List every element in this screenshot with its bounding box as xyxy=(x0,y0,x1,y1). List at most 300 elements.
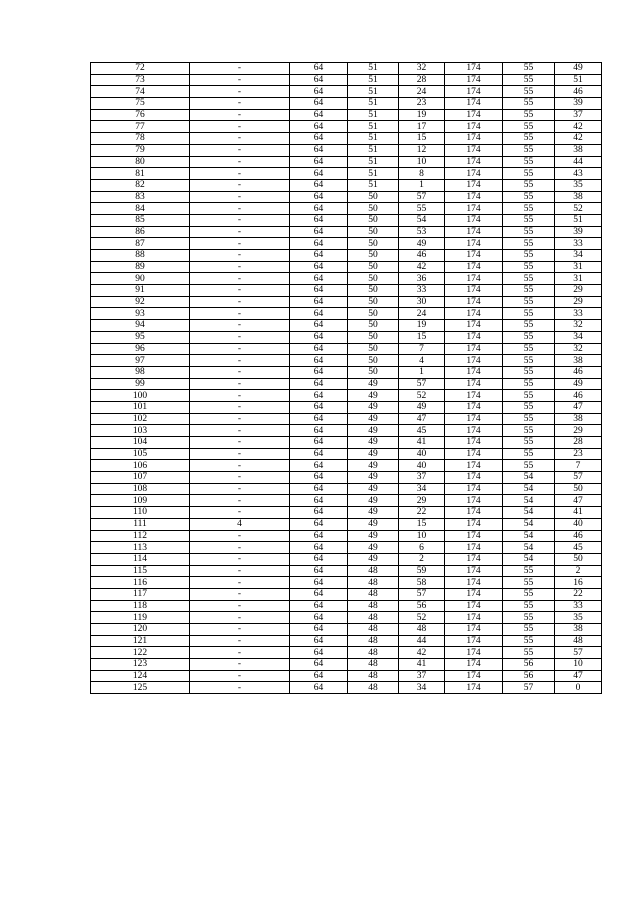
col7-cell: 55 xyxy=(503,109,555,121)
col6-cell: 174 xyxy=(445,612,503,624)
col8-cell: 31 xyxy=(555,261,602,273)
flag-cell: - xyxy=(190,553,290,565)
col4-cell: 48 xyxy=(348,577,399,589)
flag-cell: - xyxy=(190,273,290,285)
index-cell: 103 xyxy=(91,425,190,437)
index-cell: 77 xyxy=(91,121,190,133)
col5-cell: 15 xyxy=(399,331,445,343)
index-cell: 97 xyxy=(91,355,190,367)
col6-cell: 174 xyxy=(445,542,503,554)
table-row xyxy=(91,343,602,355)
table-row xyxy=(91,483,602,495)
index-cell: 106 xyxy=(91,460,190,472)
col6-cell: 174 xyxy=(445,425,503,437)
col3-cell: 64 xyxy=(290,624,348,636)
col7-cell: 55 xyxy=(503,214,555,226)
table-row xyxy=(91,553,602,565)
col3-cell: 64 xyxy=(290,331,348,343)
index-cell: 82 xyxy=(91,179,190,191)
col4-cell: 49 xyxy=(348,542,399,554)
col6-cell: 174 xyxy=(445,507,503,519)
col7-cell: 54 xyxy=(503,530,555,542)
col4-cell: 50 xyxy=(348,261,399,273)
col4-cell: 48 xyxy=(348,682,399,694)
table-row xyxy=(91,261,602,273)
table-row xyxy=(91,390,602,402)
table-row xyxy=(91,355,602,367)
table-row xyxy=(91,495,602,507)
table-row xyxy=(91,226,602,238)
col6-cell: 174 xyxy=(445,448,503,460)
col6-cell: 174 xyxy=(445,63,503,75)
index-cell: 123 xyxy=(91,659,190,671)
table-row xyxy=(91,86,602,98)
table-row xyxy=(91,109,602,121)
col8-cell: 33 xyxy=(555,238,602,250)
col5-cell: 56 xyxy=(399,600,445,612)
col7-cell: 55 xyxy=(503,600,555,612)
flag-cell: 4 xyxy=(190,518,290,530)
col8-cell: 46 xyxy=(555,366,602,378)
col3-cell: 64 xyxy=(290,355,348,367)
col4-cell: 50 xyxy=(348,308,399,320)
col7-cell: 55 xyxy=(503,390,555,402)
flag-cell: - xyxy=(190,495,290,507)
col6-cell: 174 xyxy=(445,296,503,308)
col8-cell: 46 xyxy=(555,86,602,98)
col6-cell: 174 xyxy=(445,308,503,320)
col8-cell: 40 xyxy=(555,518,602,530)
col4-cell: 51 xyxy=(348,179,399,191)
col5-cell: 52 xyxy=(399,390,445,402)
col3-cell: 64 xyxy=(290,378,348,390)
col8-cell: 57 xyxy=(555,472,602,484)
col7-cell: 55 xyxy=(503,261,555,273)
col4-cell: 50 xyxy=(348,203,399,215)
flag-cell: - xyxy=(190,565,290,577)
col7-cell: 55 xyxy=(503,448,555,460)
col5-cell: 57 xyxy=(399,191,445,203)
flag-cell: - xyxy=(190,577,290,589)
col4-cell: 48 xyxy=(348,670,399,682)
table-row xyxy=(91,635,602,647)
col8-cell: 22 xyxy=(555,588,602,600)
col6-cell: 174 xyxy=(445,530,503,542)
col5-cell: 49 xyxy=(399,401,445,413)
col4-cell: 50 xyxy=(348,355,399,367)
col3-cell: 64 xyxy=(290,413,348,425)
col8-cell: 42 xyxy=(555,133,602,145)
col6-cell: 174 xyxy=(445,659,503,671)
col5-cell: 28 xyxy=(399,74,445,86)
col5-cell: 57 xyxy=(399,378,445,390)
col4-cell: 50 xyxy=(348,320,399,332)
flag-cell: - xyxy=(190,483,290,495)
col5-cell: 42 xyxy=(399,261,445,273)
col6-cell: 174 xyxy=(445,460,503,472)
table-row xyxy=(91,121,602,133)
col3-cell: 64 xyxy=(290,670,348,682)
col3-cell: 64 xyxy=(290,542,348,554)
table-row xyxy=(91,472,602,484)
col8-cell: 46 xyxy=(555,390,602,402)
col3-cell: 64 xyxy=(290,133,348,145)
table-row xyxy=(91,238,602,250)
col7-cell: 55 xyxy=(503,366,555,378)
col4-cell: 50 xyxy=(348,250,399,262)
flag-cell: - xyxy=(190,121,290,133)
col4-cell: 50 xyxy=(348,226,399,238)
col7-cell: 55 xyxy=(503,250,555,262)
flag-cell: - xyxy=(190,530,290,542)
flag-cell: - xyxy=(190,250,290,262)
col5-cell: 45 xyxy=(399,425,445,437)
col4-cell: 49 xyxy=(348,413,399,425)
col7-cell: 55 xyxy=(503,226,555,238)
col4-cell: 49 xyxy=(348,437,399,449)
col3-cell: 64 xyxy=(290,261,348,273)
col6-cell: 174 xyxy=(445,74,503,86)
col6-cell: 174 xyxy=(445,682,503,694)
col8-cell: 38 xyxy=(555,191,602,203)
index-cell: 90 xyxy=(91,273,190,285)
col7-cell: 55 xyxy=(503,144,555,156)
col7-cell: 55 xyxy=(503,343,555,355)
col5-cell: 10 xyxy=(399,530,445,542)
flag-cell: - xyxy=(190,285,290,297)
col6-cell: 174 xyxy=(445,250,503,262)
col4-cell: 48 xyxy=(348,565,399,577)
col4-cell: 51 xyxy=(348,74,399,86)
col6-cell: 174 xyxy=(445,133,503,145)
col8-cell: 35 xyxy=(555,179,602,191)
col5-cell: 47 xyxy=(399,413,445,425)
table-row xyxy=(91,156,602,168)
col6-cell: 174 xyxy=(445,565,503,577)
index-cell: 84 xyxy=(91,203,190,215)
table-row xyxy=(91,437,602,449)
col8-cell: 29 xyxy=(555,285,602,297)
col3-cell: 64 xyxy=(290,425,348,437)
col7-cell: 55 xyxy=(503,413,555,425)
col7-cell: 56 xyxy=(503,670,555,682)
flag-cell: - xyxy=(190,343,290,355)
col7-cell: 55 xyxy=(503,273,555,285)
col5-cell: 15 xyxy=(399,518,445,530)
col3-cell: 64 xyxy=(290,121,348,133)
col5-cell: 33 xyxy=(399,285,445,297)
index-cell: 86 xyxy=(91,226,190,238)
index-cell: 98 xyxy=(91,366,190,378)
col5-cell: 42 xyxy=(399,647,445,659)
col8-cell: 47 xyxy=(555,670,602,682)
flag-cell: - xyxy=(190,109,290,121)
col3-cell: 64 xyxy=(290,273,348,285)
table-row xyxy=(91,565,602,577)
col6-cell: 174 xyxy=(445,98,503,110)
col5-cell: 52 xyxy=(399,612,445,624)
col8-cell: 37 xyxy=(555,109,602,121)
flag-cell: - xyxy=(190,320,290,332)
col7-cell: 55 xyxy=(503,191,555,203)
index-cell: 85 xyxy=(91,214,190,226)
col6-cell: 174 xyxy=(445,437,503,449)
index-cell: 87 xyxy=(91,238,190,250)
col7-cell: 55 xyxy=(503,647,555,659)
index-cell: 118 xyxy=(91,600,190,612)
col5-cell: 57 xyxy=(399,588,445,600)
flag-cell: - xyxy=(190,133,290,145)
table-row xyxy=(91,460,602,472)
col4-cell: 51 xyxy=(348,98,399,110)
col7-cell: 55 xyxy=(503,460,555,472)
col8-cell: 48 xyxy=(555,635,602,647)
col4-cell: 50 xyxy=(348,273,399,285)
data-table xyxy=(90,62,602,694)
col4-cell: 51 xyxy=(348,144,399,156)
index-cell: 94 xyxy=(91,320,190,332)
col8-cell: 33 xyxy=(555,308,602,320)
col3-cell: 64 xyxy=(290,109,348,121)
col7-cell: 55 xyxy=(503,168,555,180)
col5-cell: 32 xyxy=(399,63,445,75)
col5-cell: 8 xyxy=(399,168,445,180)
table-row xyxy=(91,168,602,180)
index-cell: 117 xyxy=(91,588,190,600)
col3-cell: 64 xyxy=(290,98,348,110)
col8-cell: 34 xyxy=(555,331,602,343)
table-row xyxy=(91,308,602,320)
col3-cell: 64 xyxy=(290,588,348,600)
col7-cell: 55 xyxy=(503,308,555,320)
flag-cell: - xyxy=(190,401,290,413)
col7-cell: 55 xyxy=(503,588,555,600)
col6-cell: 174 xyxy=(445,179,503,191)
index-cell: 99 xyxy=(91,378,190,390)
flag-cell: - xyxy=(190,63,290,75)
index-cell: 119 xyxy=(91,612,190,624)
index-cell: 122 xyxy=(91,647,190,659)
index-cell: 116 xyxy=(91,577,190,589)
col8-cell: 39 xyxy=(555,98,602,110)
flag-cell: - xyxy=(190,670,290,682)
col5-cell: 58 xyxy=(399,577,445,589)
col6-cell: 174 xyxy=(445,600,503,612)
col8-cell: 41 xyxy=(555,507,602,519)
col3-cell: 64 xyxy=(290,553,348,565)
col4-cell: 49 xyxy=(348,483,399,495)
col3-cell: 64 xyxy=(290,168,348,180)
col3-cell: 64 xyxy=(290,577,348,589)
col5-cell: 37 xyxy=(399,670,445,682)
col3-cell: 64 xyxy=(290,285,348,297)
flag-cell: - xyxy=(190,507,290,519)
table-row xyxy=(91,612,602,624)
table-row xyxy=(91,191,602,203)
col3-cell: 64 xyxy=(290,448,348,460)
index-cell: 78 xyxy=(91,133,190,145)
col7-cell: 55 xyxy=(503,203,555,215)
col5-cell: 22 xyxy=(399,507,445,519)
col5-cell: 23 xyxy=(399,98,445,110)
index-cell: 120 xyxy=(91,624,190,636)
col8-cell: 23 xyxy=(555,448,602,460)
index-cell: 101 xyxy=(91,401,190,413)
col7-cell: 55 xyxy=(503,401,555,413)
col3-cell: 64 xyxy=(290,156,348,168)
col3-cell: 64 xyxy=(290,600,348,612)
table-row xyxy=(91,682,602,694)
col6-cell: 174 xyxy=(445,472,503,484)
col8-cell: 47 xyxy=(555,401,602,413)
index-cell: 81 xyxy=(91,168,190,180)
col4-cell: 48 xyxy=(348,612,399,624)
col7-cell: 55 xyxy=(503,238,555,250)
table-row xyxy=(91,670,602,682)
index-cell: 112 xyxy=(91,530,190,542)
col7-cell: 54 xyxy=(503,483,555,495)
flag-cell: - xyxy=(190,214,290,226)
col3-cell: 64 xyxy=(290,320,348,332)
col7-cell: 54 xyxy=(503,518,555,530)
table-row xyxy=(91,250,602,262)
col4-cell: 49 xyxy=(348,390,399,402)
col5-cell: 19 xyxy=(399,109,445,121)
index-cell: 72 xyxy=(91,63,190,75)
col7-cell: 55 xyxy=(503,577,555,589)
col4-cell: 51 xyxy=(348,133,399,145)
flag-cell: - xyxy=(190,308,290,320)
col7-cell: 55 xyxy=(503,179,555,191)
col5-cell: 48 xyxy=(399,624,445,636)
col8-cell: 29 xyxy=(555,425,602,437)
col5-cell: 30 xyxy=(399,296,445,308)
flag-cell: - xyxy=(190,600,290,612)
col3-cell: 64 xyxy=(290,659,348,671)
col4-cell: 50 xyxy=(348,296,399,308)
flag-cell: - xyxy=(190,331,290,343)
flag-cell: - xyxy=(190,460,290,472)
col8-cell: 43 xyxy=(555,168,602,180)
col6-cell: 174 xyxy=(445,390,503,402)
col6-cell: 174 xyxy=(445,191,503,203)
flag-cell: - xyxy=(190,448,290,460)
index-cell: 125 xyxy=(91,682,190,694)
flag-cell: - xyxy=(190,366,290,378)
col6-cell: 174 xyxy=(445,86,503,98)
col5-cell: 24 xyxy=(399,308,445,320)
index-cell: 111 xyxy=(91,518,190,530)
col7-cell: 56 xyxy=(503,659,555,671)
index-cell: 75 xyxy=(91,98,190,110)
col7-cell: 55 xyxy=(503,437,555,449)
col4-cell: 48 xyxy=(348,624,399,636)
col4-cell: 49 xyxy=(348,425,399,437)
col6-cell: 174 xyxy=(445,624,503,636)
col6-cell: 174 xyxy=(445,588,503,600)
col3-cell: 64 xyxy=(290,203,348,215)
index-cell: 88 xyxy=(91,250,190,262)
table-row xyxy=(91,285,602,297)
table-row xyxy=(91,273,602,285)
col3-cell: 64 xyxy=(290,495,348,507)
col3-cell: 64 xyxy=(290,472,348,484)
flag-cell: - xyxy=(190,542,290,554)
col3-cell: 64 xyxy=(290,460,348,472)
col6-cell: 174 xyxy=(445,238,503,250)
col5-cell: 41 xyxy=(399,437,445,449)
col3-cell: 64 xyxy=(290,437,348,449)
col7-cell: 55 xyxy=(503,156,555,168)
col5-cell: 24 xyxy=(399,86,445,98)
col3-cell: 64 xyxy=(290,390,348,402)
col8-cell: 28 xyxy=(555,437,602,449)
col3-cell: 64 xyxy=(290,343,348,355)
table-row xyxy=(91,507,602,519)
col7-cell: 55 xyxy=(503,635,555,647)
flag-cell: - xyxy=(190,296,290,308)
col5-cell: 44 xyxy=(399,635,445,647)
col4-cell: 48 xyxy=(348,647,399,659)
flag-cell: - xyxy=(190,413,290,425)
flag-cell: - xyxy=(190,74,290,86)
col8-cell: 35 xyxy=(555,612,602,624)
col7-cell: 55 xyxy=(503,355,555,367)
table-row xyxy=(91,366,602,378)
col8-cell: 31 xyxy=(555,273,602,285)
col4-cell: 51 xyxy=(348,86,399,98)
col6-cell: 174 xyxy=(445,203,503,215)
flag-cell: - xyxy=(190,647,290,659)
col3-cell: 64 xyxy=(290,401,348,413)
col5-cell: 41 xyxy=(399,659,445,671)
col5-cell: 1 xyxy=(399,179,445,191)
col4-cell: 49 xyxy=(348,472,399,484)
col4-cell: 50 xyxy=(348,285,399,297)
col7-cell: 55 xyxy=(503,425,555,437)
col6-cell: 174 xyxy=(445,226,503,238)
flag-cell: - xyxy=(190,472,290,484)
col8-cell: 57 xyxy=(555,647,602,659)
flag-cell: - xyxy=(190,612,290,624)
col6-cell: 174 xyxy=(445,261,503,273)
col7-cell: 54 xyxy=(503,495,555,507)
index-cell: 121 xyxy=(91,635,190,647)
col3-cell: 64 xyxy=(290,74,348,86)
col4-cell: 49 xyxy=(348,448,399,460)
col5-cell: 40 xyxy=(399,448,445,460)
col3-cell: 64 xyxy=(290,308,348,320)
col8-cell: 0 xyxy=(555,682,602,694)
index-cell: 102 xyxy=(91,413,190,425)
flag-cell: - xyxy=(190,355,290,367)
index-cell: 79 xyxy=(91,144,190,156)
col6-cell: 174 xyxy=(445,121,503,133)
col7-cell: 55 xyxy=(503,565,555,577)
flag-cell: - xyxy=(190,682,290,694)
col4-cell: 49 xyxy=(348,530,399,542)
col7-cell: 55 xyxy=(503,63,555,75)
index-cell: 96 xyxy=(91,343,190,355)
flag-cell: - xyxy=(190,144,290,156)
col4-cell: 51 xyxy=(348,63,399,75)
table-row xyxy=(91,448,602,460)
col3-cell: 64 xyxy=(290,226,348,238)
col8-cell: 7 xyxy=(555,460,602,472)
table-row xyxy=(91,659,602,671)
col6-cell: 174 xyxy=(445,285,503,297)
col7-cell: 55 xyxy=(503,133,555,145)
